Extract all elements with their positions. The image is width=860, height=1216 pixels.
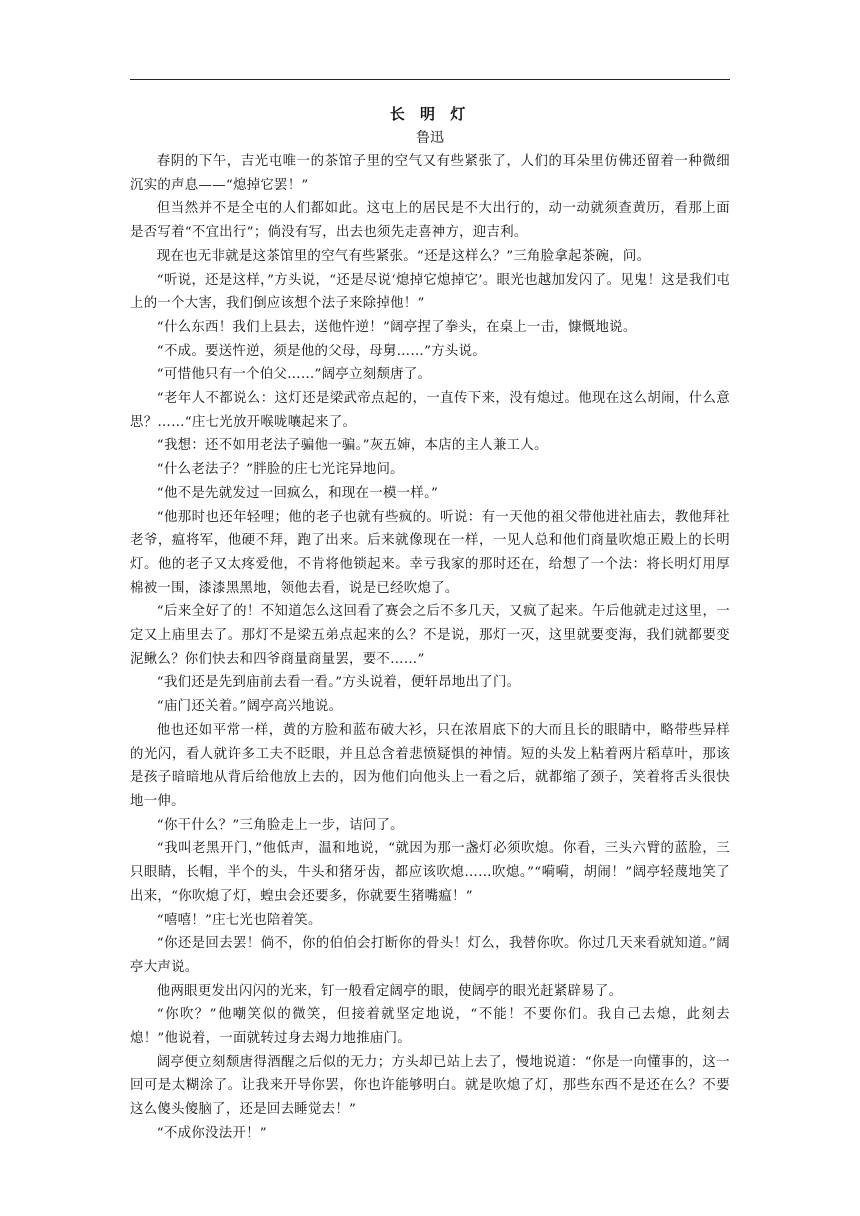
paragraph: “他不是先就发过一回疯么，和现在一模一样。” (156, 485, 439, 501)
document-body (130, 150, 730, 1146)
paragraph: “庙门还关着。”阔亭高兴地说。 (156, 699, 343, 715)
paragraph: “你吹？”他嘲笑似的微笑，但接着就坚定地说，“不能！不要你们。我自己去熄，此刻去熄！”他说着，一面就转过身去竭力地推庙门。 (130, 1007, 730, 1047)
paragraph: “后来全好了的！不知道怎么这回看了赛会之后不多几天，又疯了起来。午后他就走过这里，一定又上庙里去了。那灯不是梁五弟点起来的么？不是说，那灯一灭，这里就要变海，我们就都要变泥鳅么？你们快去和四爷商量商量罢，要不……” (130, 604, 730, 667)
paragraph: “不成你没法开！” (156, 1125, 267, 1141)
paragraph: 春阴的下午，吉光屯唯一的茶馆子里的空气又有些紧张了，人们的耳朵里仿佛还留着一种微细沉实的声息——“熄掉它罢！” (130, 154, 730, 193)
paragraph: “老年人不都说么：这灯还是梁武帝点起的，一直传下来，没有熄过。他现在这么胡闹，什么意思？……“庄七光放开喉咙嚷起来了。 (130, 391, 730, 430)
paragraph: “他那时也还年轻哩；他的老子也就有些疯的。听说：有一天他的祖父带他进社庙去，教他拜社老爷，瘟将军，他硬不拜，跑了出来。后来就像现在一样，一见人总和他们商量吹熄正殿上的长明灯。他的老子又太疼爱他，不肯将他锁起来。幸亏我家的那时还在，给想了一个法：将长明灯用厚棉被一围，漆漆黑黑地，领他去看，说是已经吹熄了。 (130, 509, 730, 596)
paragraph: 他也还如平常一样，黄的方脸和蓝布破大衫，只在浓眉底下的大而且长的眼睛中，略带些异样的光闪，看人就许多工夫不眨眼，并且总含着悲愤疑惧的神情。短的头发上粘着两片稻草叶，那该是孩子暗暗地从背后给他放上去的，因为他们向他头上一看之后，就都缩了颈子，笑着将舌头很快地一伸。 (130, 722, 730, 809)
document-title: 长 明 灯 (389, 105, 471, 123)
paragraph: 他两眼更发出闪闪的光来，钉一般看定阔亭的眼，使阔亭的眼光赶紧辟易了。 (156, 983, 623, 999)
paragraph: “你还是回去罢！倘不，你的伯伯会打断你的骨头！灯么，我替你吹。你过几天来看就知道。”阔亭大声说。 (130, 936, 730, 975)
paragraph: “不成。要送忤逆，须是他的父母，母舅……”方头说。 (156, 343, 486, 359)
paragraph: 阔亭便立刻颓唐得酒醒之后似的无力；方头却已站上去了，慢地说道：“你是一向懂事的，这一回可是太糊涂了。让我来开导你罢，你也许能够明白。就是吹熄了灯，那些东西不是还在么？不要这么傻头傻脑了，还是回去睡觉去！” (130, 1054, 730, 1118)
paragraph: “我们还是先到庙前去看一看。”方头说着，便轩昂地出了门。 (156, 675, 521, 691)
paragraph: 现在也无非就是这茶馆里的空气有些紧张。“还是这样么？”三角脸拿起茶碗，问。 (156, 248, 651, 264)
document-author: 鲁迅 (416, 130, 444, 146)
header-rule (130, 79, 730, 80)
paragraph: “你干什么？”三角脸走上一步，诘问了。 (156, 817, 404, 833)
paragraph: “什么老法子？”胖脸的庄七光诧异地问。 (156, 462, 404, 478)
paragraph: “我叫老黑开门，”他低声，温和地说，“就因为那一盏灯必须吹熄。你看，三头六臂的蓝脸，三只眼睛，长帽，半个的头，牛头和猪牙齿，都应该吹熄……吹熄。”“嗬嗬，胡闹！”阔亭轻蔑地笑了出来，“你吹熄了灯，蝗虫会还要多，你就要生猪嘴瘟！” (130, 841, 730, 904)
paragraph: “嘻嘻！”庄七光也陪着笑。 (156, 912, 322, 928)
paragraph: “可惜他只有一个伯父……”阔亭立刻颓唐了。 (156, 367, 432, 383)
paragraph: 但当然并不是全屯的人们都如此。这屯上的居民是不大出行的，动一动就须查黄历，看那上面是否写着“不宜出行”；倘没有写，出去也须先走喜神方，迎吉利。 (130, 201, 730, 241)
paragraph: “什么东西！我们上县去，送他忤逆！”阔亭捏了拳头，在桌上一击，慷慨地说。 (156, 319, 637, 335)
paragraph: “听说，还是这样，”方头说，“还是尽说‘熄掉它熄掉它’。眼光也越加发闪了。见鬼！这是我们屯上的一个大害，我们倒应该想个法子来除掉他！” (130, 272, 730, 312)
paragraph: “我想：还不如用老法子骗他一骗。”灰五婶，本店的主人兼工人。 (156, 438, 548, 454)
